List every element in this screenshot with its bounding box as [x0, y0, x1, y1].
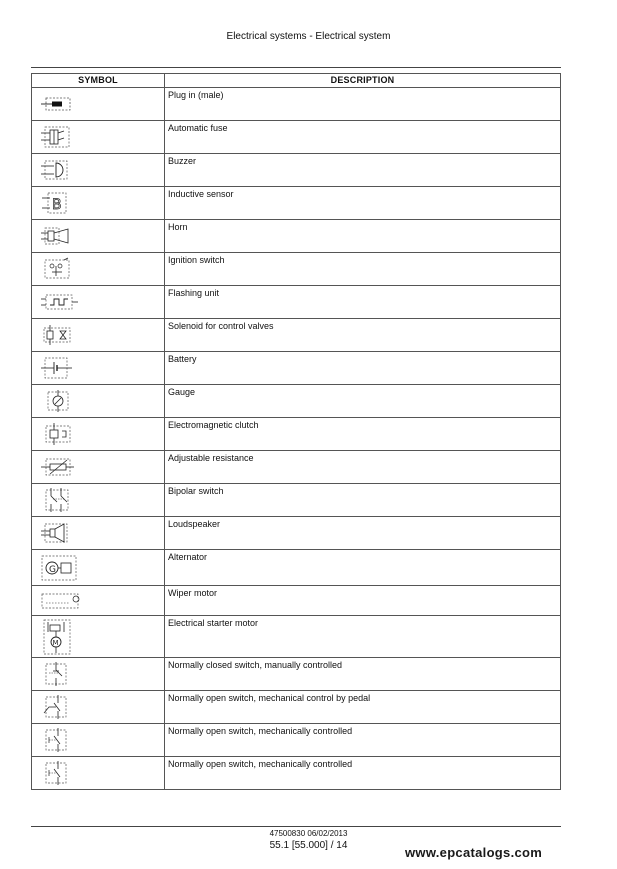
horn-symbol-icon	[40, 224, 80, 248]
table-row	[32, 517, 561, 550]
wiper-motor-symbol-icon	[40, 590, 84, 612]
description-cell: Normally open switch, mechanically controlled	[165, 757, 561, 790]
flashing-unit-symbol-icon	[40, 291, 80, 313]
symbol-cell	[32, 550, 165, 586]
symbol-cell	[32, 154, 165, 187]
gauge-symbol-icon	[40, 388, 80, 414]
description-cell: Normally closed switch, manually controlled	[165, 658, 561, 691]
table-row	[32, 88, 561, 121]
description-cell: Electromagnetic clutch	[165, 418, 561, 451]
table-row	[32, 418, 561, 451]
adjustable-resistance-symbol-icon	[40, 455, 80, 479]
symbol-cell	[32, 724, 165, 757]
table-row	[32, 586, 561, 616]
no-switch-pedal-symbol-icon	[40, 693, 80, 721]
svg-text:M: M	[52, 638, 59, 647]
table-row	[32, 451, 561, 484]
electromagnetic-clutch-symbol-icon	[40, 421, 80, 447]
symbol-cell	[32, 616, 165, 658]
description-cell: Plug in (male)	[165, 88, 561, 121]
symbol-cell	[32, 517, 165, 550]
symbol-column-header: SYMBOL	[32, 74, 165, 88]
table-row	[32, 724, 561, 757]
automatic-fuse-symbol-icon	[40, 124, 80, 150]
table-row	[32, 253, 561, 286]
description-cell: Buzzer	[165, 154, 561, 187]
no-switch-mechanical-symbol-icon	[40, 759, 80, 787]
symbol-cell	[32, 451, 165, 484]
svg-text:G: G	[49, 564, 56, 575]
symbol-cell	[32, 121, 165, 154]
symbol-cell	[32, 220, 165, 253]
table-row	[32, 220, 561, 253]
symbol-cell	[32, 484, 165, 517]
bipolar-switch-symbol-icon	[40, 486, 80, 514]
description-cell: Inductive sensor	[165, 187, 561, 220]
description-cell: Alternator	[165, 550, 561, 586]
svg-text:B: B	[52, 197, 62, 213]
symbol-cell	[32, 586, 165, 616]
description-cell: Adjustable resistance	[165, 451, 561, 484]
symbol-cell	[32, 253, 165, 286]
table-row	[32, 550, 561, 586]
table-row	[32, 616, 561, 658]
footer-rule	[31, 826, 561, 827]
table-row	[32, 154, 561, 187]
ignition-switch-symbol-icon	[40, 256, 80, 282]
description-cell: Electrical starter motor	[165, 616, 561, 658]
symbol-cell	[32, 691, 165, 724]
symbol-cell	[32, 319, 165, 352]
table-row	[32, 352, 561, 385]
symbol-table	[31, 73, 561, 790]
table-header-row	[32, 74, 561, 88]
table-row	[32, 121, 561, 154]
header-rule	[31, 67, 561, 68]
symbol-cell	[32, 658, 165, 691]
description-column-header: DESCRIPTION	[165, 74, 561, 88]
document-number: 47500830 06/02/2013	[269, 829, 348, 838]
symbol-cell	[32, 286, 165, 319]
description-cell: Normally open switch, mechanically controlled	[165, 724, 561, 757]
no-switch-mechanical-symbol-icon	[40, 726, 80, 754]
buzzer-symbol-icon	[40, 158, 80, 182]
page-number: 55.1 [55.000] / 14	[269, 840, 348, 851]
table-row	[32, 658, 561, 691]
symbol-cell	[32, 385, 165, 418]
symbol-cell	[32, 757, 165, 790]
plug-in-male-symbol-icon	[40, 93, 80, 115]
page-header-title: Electrical systems - Electrical system	[226, 31, 391, 42]
table-row	[32, 484, 561, 517]
description-cell: Battery	[165, 352, 561, 385]
description-cell: Loudspeaker	[165, 517, 561, 550]
description-cell: Normally open switch, mechanical control by pedal	[165, 691, 561, 724]
inductive-sensor-symbol-icon	[40, 190, 80, 216]
description-cell: Flashing unit	[165, 286, 561, 319]
nc-switch-manual-symbol-icon	[40, 660, 80, 688]
symbol-cell	[32, 88, 165, 121]
table-row	[32, 286, 561, 319]
symbol-cell	[32, 418, 165, 451]
description-cell: Automatic fuse	[165, 121, 561, 154]
description-cell: Gauge	[165, 385, 561, 418]
battery-symbol-icon	[40, 355, 80, 381]
table-row	[32, 187, 561, 220]
symbol-cell	[32, 352, 165, 385]
description-cell: Wiper motor	[165, 586, 561, 616]
alternator-symbol-icon	[40, 553, 80, 583]
table-row	[32, 757, 561, 790]
description-cell: Bipolar switch	[165, 484, 561, 517]
description-cell: Solenoid for control valves	[165, 319, 561, 352]
solenoid-symbol-icon	[40, 322, 80, 348]
description-cell: Ignition switch	[165, 253, 561, 286]
table-row	[32, 691, 561, 724]
table-row	[32, 385, 561, 418]
description-cell: Horn	[165, 220, 561, 253]
watermark: www.epcatalogs.com	[405, 845, 543, 860]
symbol-cell	[32, 187, 165, 220]
starter-motor-symbol-icon	[40, 618, 80, 656]
loudspeaker-symbol-icon	[40, 520, 80, 546]
table-row	[32, 319, 561, 352]
